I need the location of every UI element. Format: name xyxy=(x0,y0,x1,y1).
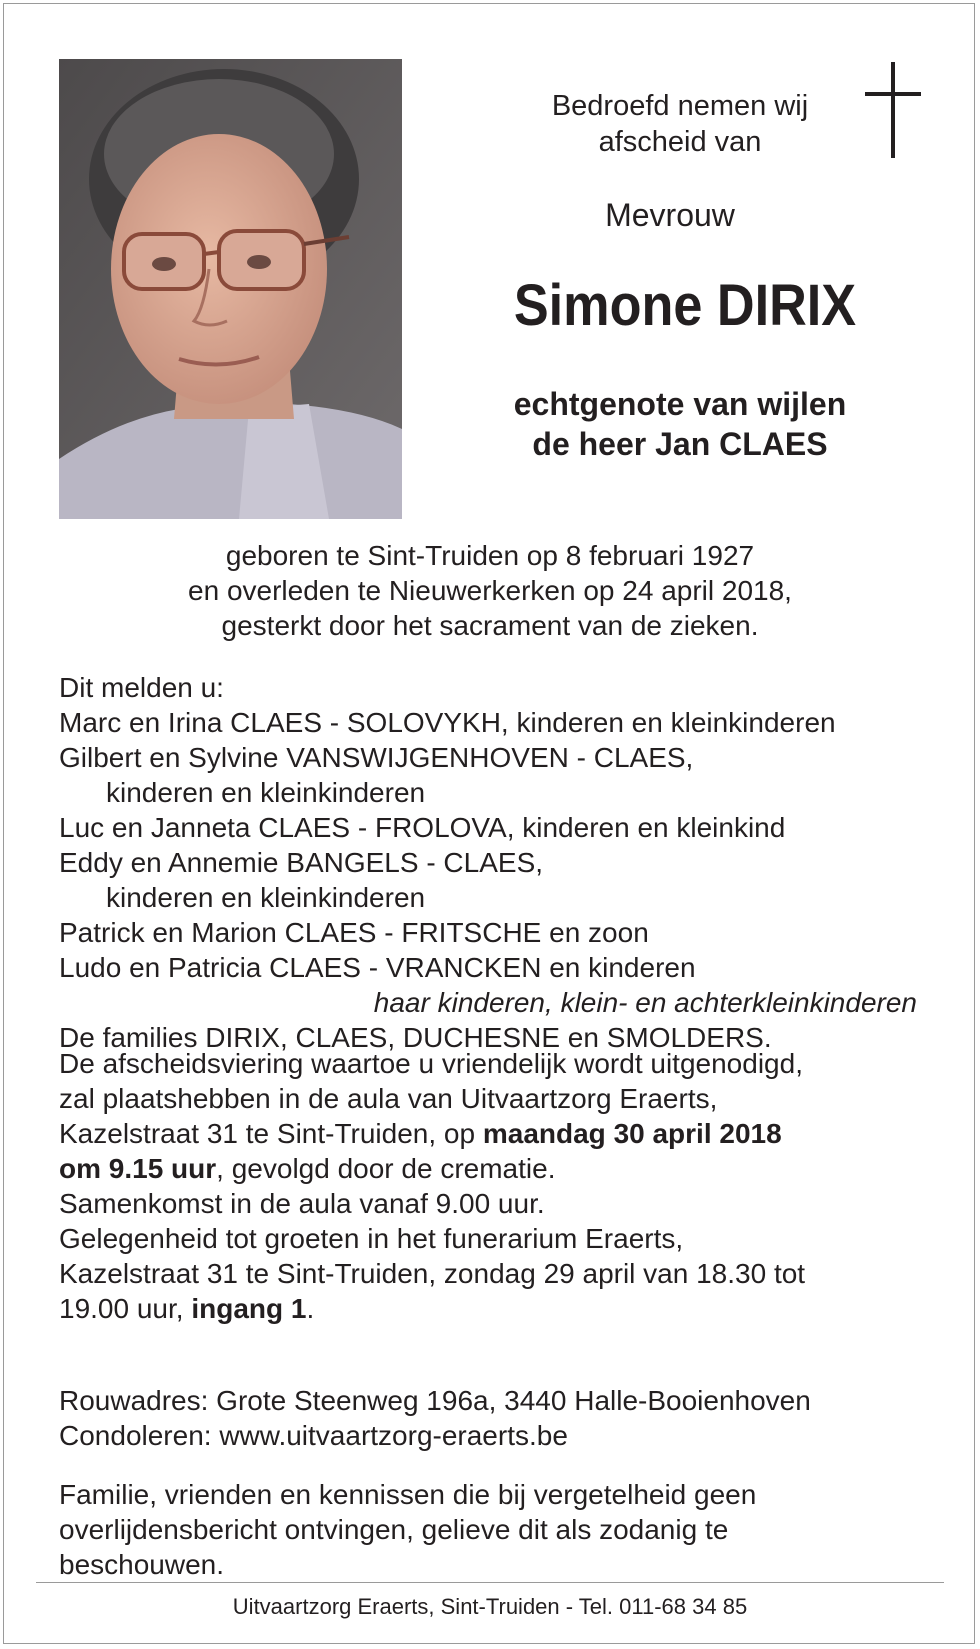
dates-line: geboren te Sint-Truiden op 8 februari 1927 xyxy=(225,540,755,571)
portrait-photo xyxy=(59,59,402,519)
life-dates xyxy=(100,538,880,643)
dates-line: gesterkt door het sacrament van de zieken. xyxy=(221,610,759,641)
note-line: Familie, vrienden en kennissen die bij vergetelheid geen xyxy=(59,1479,757,1510)
ceremony-text: . xyxy=(306,1293,315,1324)
family-line: Eddy en Annemie BANGELS - CLAES, xyxy=(59,847,544,878)
spouse-text xyxy=(470,384,890,464)
closing-note xyxy=(59,1477,929,1582)
ceremony-line: Samenkomst in de aula vanaf 9.00 uur. xyxy=(59,1188,545,1219)
family-line: Gilbert en Sylvine VANSWIJGENHOVEN - CLAES, xyxy=(59,742,694,773)
intro-text xyxy=(520,88,840,160)
footer-text: Uitvaartzorg Eraerts, Sint-Truiden - Tel. 011-68 34 85 xyxy=(232,1594,748,1619)
ceremony-line: zal plaatshebben in de aula van Uitvaartzorg Eraerts, xyxy=(59,1083,718,1114)
condoleren-line: Condoleren: www.uitvaartzorg-eraerts.be xyxy=(59,1420,568,1451)
families-line: De families DIRIX, CLAES, DUCHESNE en SMOLDERS. xyxy=(59,1022,772,1053)
rouwadres-line: Rouwadres: Grote Steenweg 196a, 3440 Halle-Booienhoven xyxy=(59,1385,811,1416)
announcers-list xyxy=(59,670,929,1055)
ceremony-line xyxy=(59,1116,929,1151)
ceremony-details xyxy=(59,1046,929,1326)
family-line: kinderen en kleinkinderen xyxy=(106,882,426,913)
ceremony-text: Kazelstraat 31 te Sint-Truiden, op xyxy=(59,1118,483,1149)
dates-line: en overleden te Nieuwerkerken op 24 april 2018, xyxy=(188,575,792,606)
cross-icon xyxy=(865,62,921,158)
spouse-line: echtgenote van wijlen xyxy=(513,386,847,422)
note-line: overlijdensbericht ontvingen, gelieve dit als zodanig te xyxy=(59,1514,729,1545)
ceremony-text: , gevolgd door de crematie. xyxy=(216,1153,556,1184)
deceased-name: Simone DIRIX xyxy=(513,273,857,338)
family-line: Patrick en Marion CLAES - FRITSCHE en zoon xyxy=(59,917,649,948)
ceremony-line: De afscheidsviering waartoe u vriendelijk wordt uitgenodigd, xyxy=(59,1048,803,1079)
family-line: kinderen en kleinkinderen xyxy=(106,777,426,808)
family-line: Ludo en Patricia CLAES - VRANCKEN en kinderen xyxy=(59,952,696,983)
honorific: Mevrouw xyxy=(605,197,735,233)
footer-divider xyxy=(36,1582,944,1583)
contact-details xyxy=(59,1383,929,1453)
spouse-line: de heer Jan CLAES xyxy=(532,426,828,462)
family-line: Luc en Janneta CLAES - FROLOVA, kinderen en kleinkind xyxy=(59,812,786,843)
intro-line: Bedroefd nemen wij xyxy=(551,90,809,122)
grandchildren-line: haar kinderen, klein- en achterkleinkinderen xyxy=(373,987,917,1018)
announce-heading: Dit melden u: xyxy=(59,672,224,703)
ceremony-line: Gelegenheid tot groeten in het funerarium Eraerts, xyxy=(59,1223,684,1254)
note-line: beschouwen. xyxy=(59,1549,225,1580)
ceremony-line xyxy=(59,1151,929,1186)
entrance-label: ingang 1 xyxy=(191,1293,307,1324)
ceremony-text: 19.00 uur, xyxy=(59,1293,192,1324)
ceremony-time: om 9.15 uur xyxy=(59,1153,217,1184)
intro-line: afscheid van xyxy=(598,126,762,158)
ceremony-line xyxy=(59,1291,929,1326)
ceremony-date: maandag 30 april 2018 xyxy=(482,1118,782,1149)
ceremony-line: Kazelstraat 31 te Sint-Truiden, zondag 29 april van 18.30 tot xyxy=(59,1258,806,1289)
family-line: Marc en Irina CLAES - SOLOVYKH, kinderen en kleinkinderen xyxy=(59,707,836,738)
